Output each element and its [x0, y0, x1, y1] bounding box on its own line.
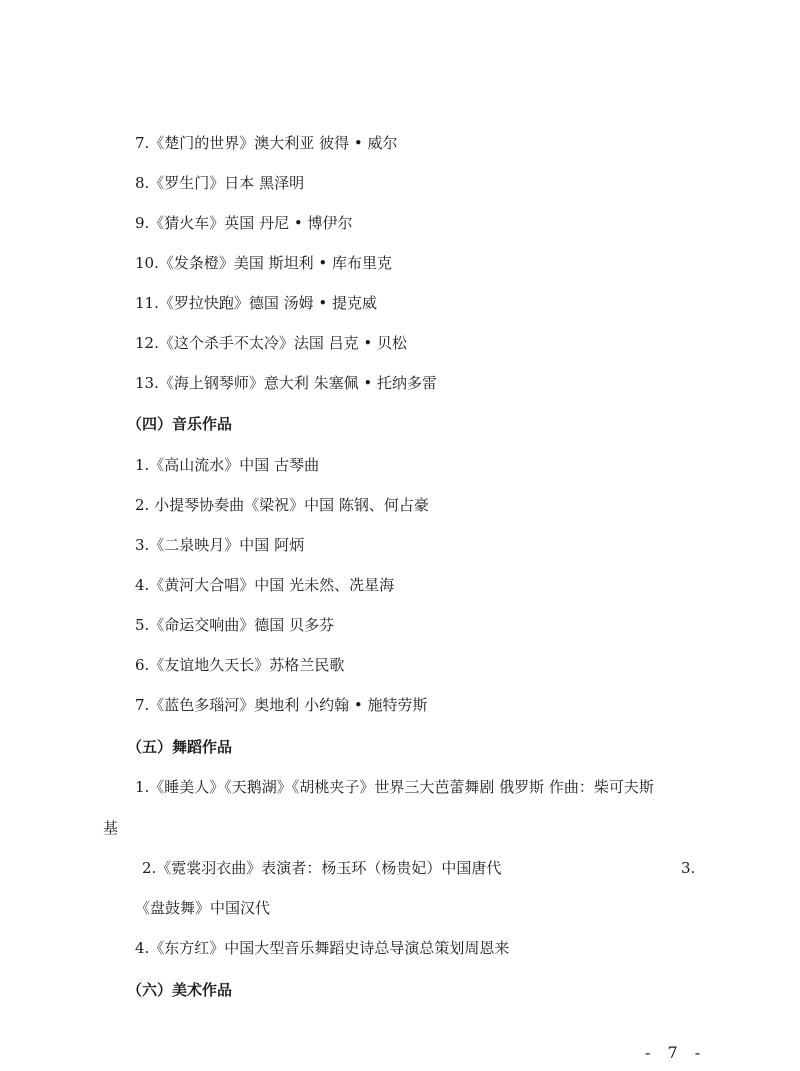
music-section-heading: （四）音乐作品	[127, 415, 233, 433]
music-item-6: 6.《友谊地久天长》苏格兰民歌	[135, 656, 345, 674]
dance-item-2: 2.《霓裳羽衣曲》表演者：杨玉环（杨贵妃）中国唐代	[142, 859, 502, 877]
music-item-1: 1.《高山流水》中国 古琴曲	[135, 456, 320, 474]
film-item-8: 8.《罗生门》日本 黑泽明	[135, 174, 305, 192]
film-item-7: 7.《楚门的世界》澳大利亚 彼得 • 威尔	[135, 134, 398, 152]
page-number: - 7 -	[645, 1043, 707, 1062]
film-item-10: 10.《发条橙》美国 斯坦利 • 库布里克	[135, 254, 393, 272]
dance-item-3-number: 3.	[681, 859, 696, 877]
art-section-heading: （六）美术作品	[127, 981, 233, 999]
film-item-11: 11.《罗拉快跑》德国 汤姆 • 提克威	[135, 294, 378, 312]
music-item-2: 2. 小提琴协奏曲《梁祝》中国 陈钢、何占豪	[135, 496, 429, 514]
dance-item-3-text: 《盘鼓舞》中国汉代	[135, 899, 271, 917]
music-item-4: 4.《黄河大合唱》中国 光未然、冼星海	[135, 576, 395, 594]
music-item-7: 7.《蓝色多瑙河》奥地利 小约翰 • 施特劳斯	[135, 696, 428, 714]
film-item-13: 13.《海上钢琴师》意大利 朱塞佩 • 托纳多雷	[135, 374, 438, 392]
dance-item-4: 4.《东方红》中国大型音乐舞蹈史诗总导演总策划周恩来	[135, 939, 510, 957]
dance-item-1-line-1: 1.《睡美人》《天鹅湖》《胡桃夹子》世界三大芭蕾舞剧 俄罗斯 作曲：柴可夫斯	[135, 778, 654, 796]
film-item-9: 9.《猜火车》英国 丹尼 • 博伊尔	[135, 214, 353, 232]
music-item-5: 5.《命运交响曲》德国 贝多芬	[135, 616, 335, 634]
music-item-3: 3.《二泉映月》中国 阿炳	[135, 536, 305, 554]
dance-section-heading: （五）舞蹈作品	[127, 738, 233, 756]
dance-item-1-line-2: 基	[103, 819, 119, 837]
film-item-12: 12.《这个杀手不太冷》法国 吕克 • 贝松	[135, 334, 408, 352]
